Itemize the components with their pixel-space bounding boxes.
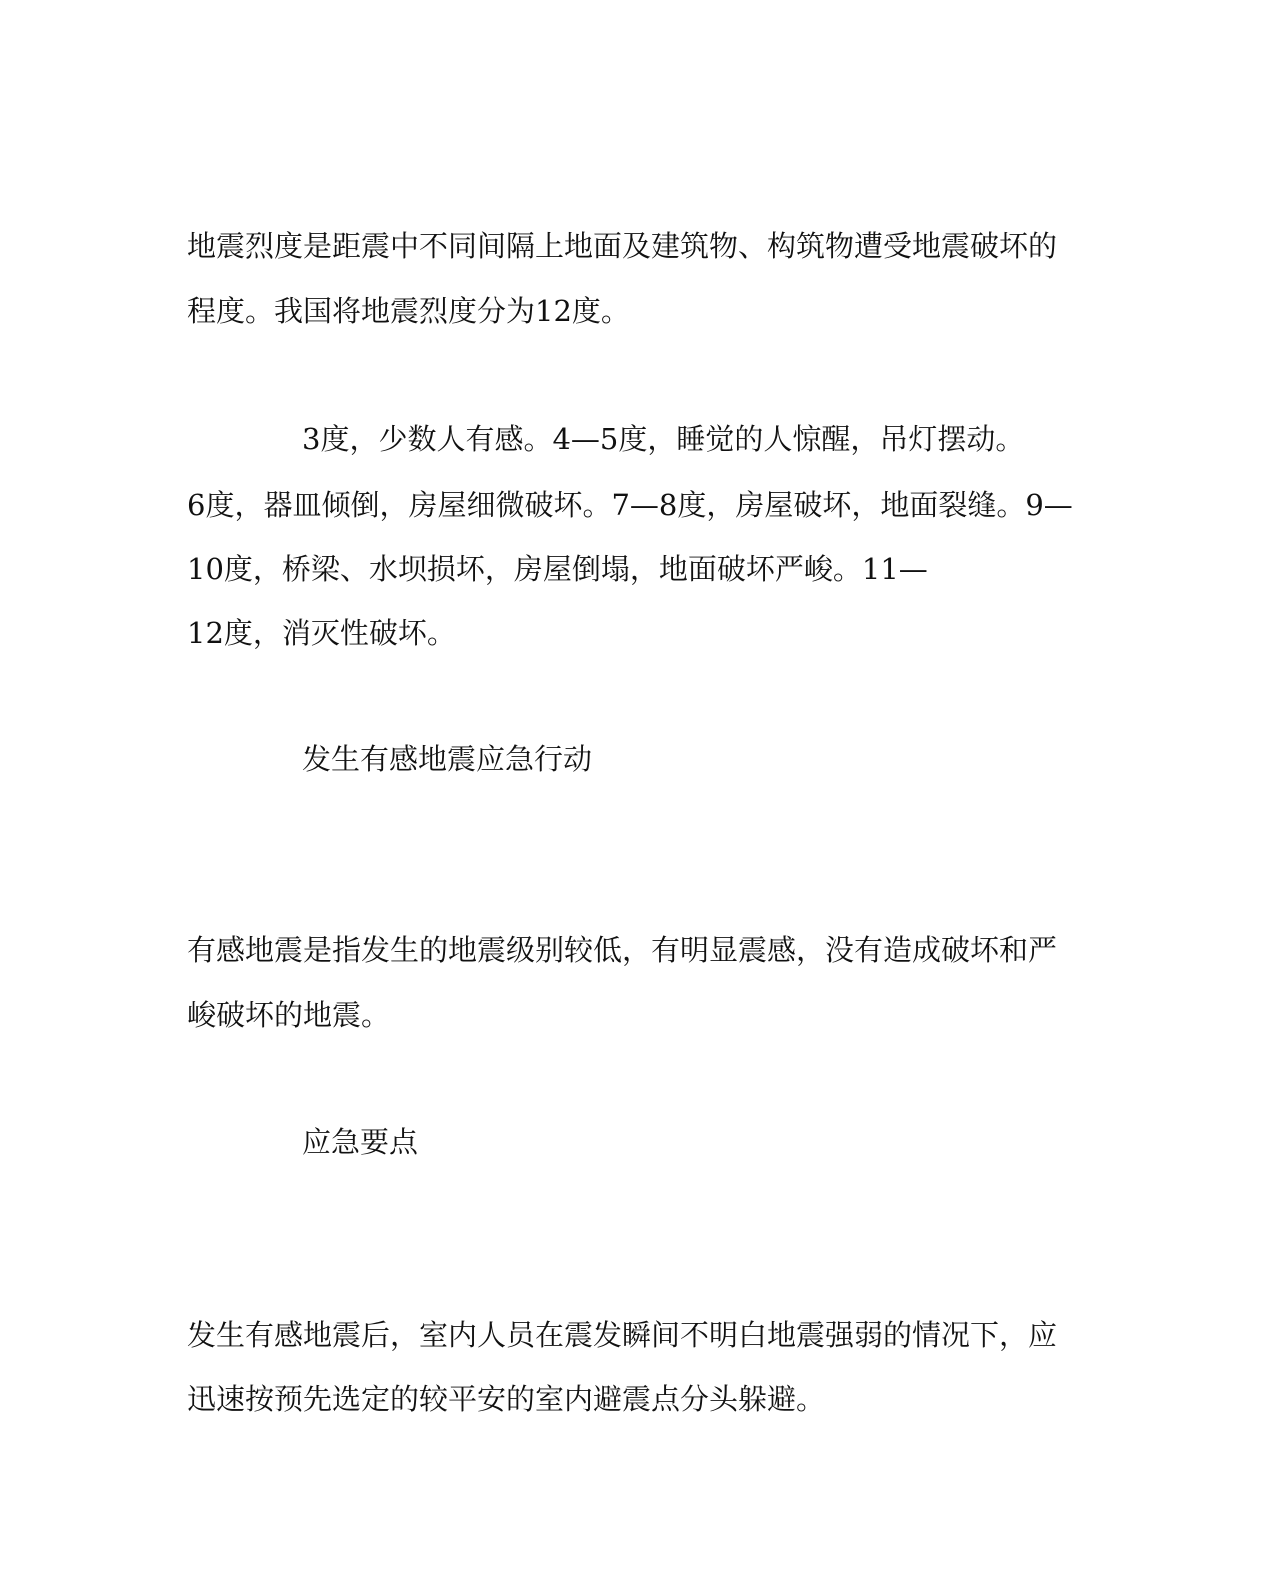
paragraph-2-line-1: 3度，少数人有感。4—5度，睡觉的人惊醒，吊灯摆动。 bbox=[302, 422, 1025, 456]
paragraph-3-line-1: 有感地震是指发生的地震级别较低，有明显震感，没有造成破坏和严 bbox=[187, 933, 1058, 967]
section-heading-key-points: 应急要点 bbox=[302, 1125, 419, 1159]
paragraph-1-line-2: 程度。我国将地震烈度分为12度。 bbox=[187, 294, 630, 328]
paragraph-2-line-2: 6度，器皿倾倒，房屋细微破坏。7—8度，房屋破坏，地面裂缝。9— bbox=[187, 488, 1073, 522]
paragraph-4-line-1: 发生有感地震后，室内人员在震发瞬间不明白地震强弱的情况下，应 bbox=[187, 1318, 1058, 1352]
paragraph-1-line-1: 地震烈度是距震中不同间隔上地面及建筑物、构筑物遭受地震破坏的 bbox=[187, 229, 1058, 263]
paragraph-2-line-4: 12度，消灭性破坏。 bbox=[187, 616, 456, 650]
paragraph-4-line-2: 迅速按预先选定的较平安的室内避震点分头躲避。 bbox=[187, 1382, 826, 1416]
paragraph-3-line-2: 峻破坏的地震。 bbox=[187, 998, 391, 1032]
section-heading-emergency-action: 发生有感地震应急行动 bbox=[302, 742, 593, 776]
paragraph-2-line-3: 10度，桥梁、水坝损坏，房屋倒塌，地面破坏严峻。11— bbox=[187, 552, 928, 586]
